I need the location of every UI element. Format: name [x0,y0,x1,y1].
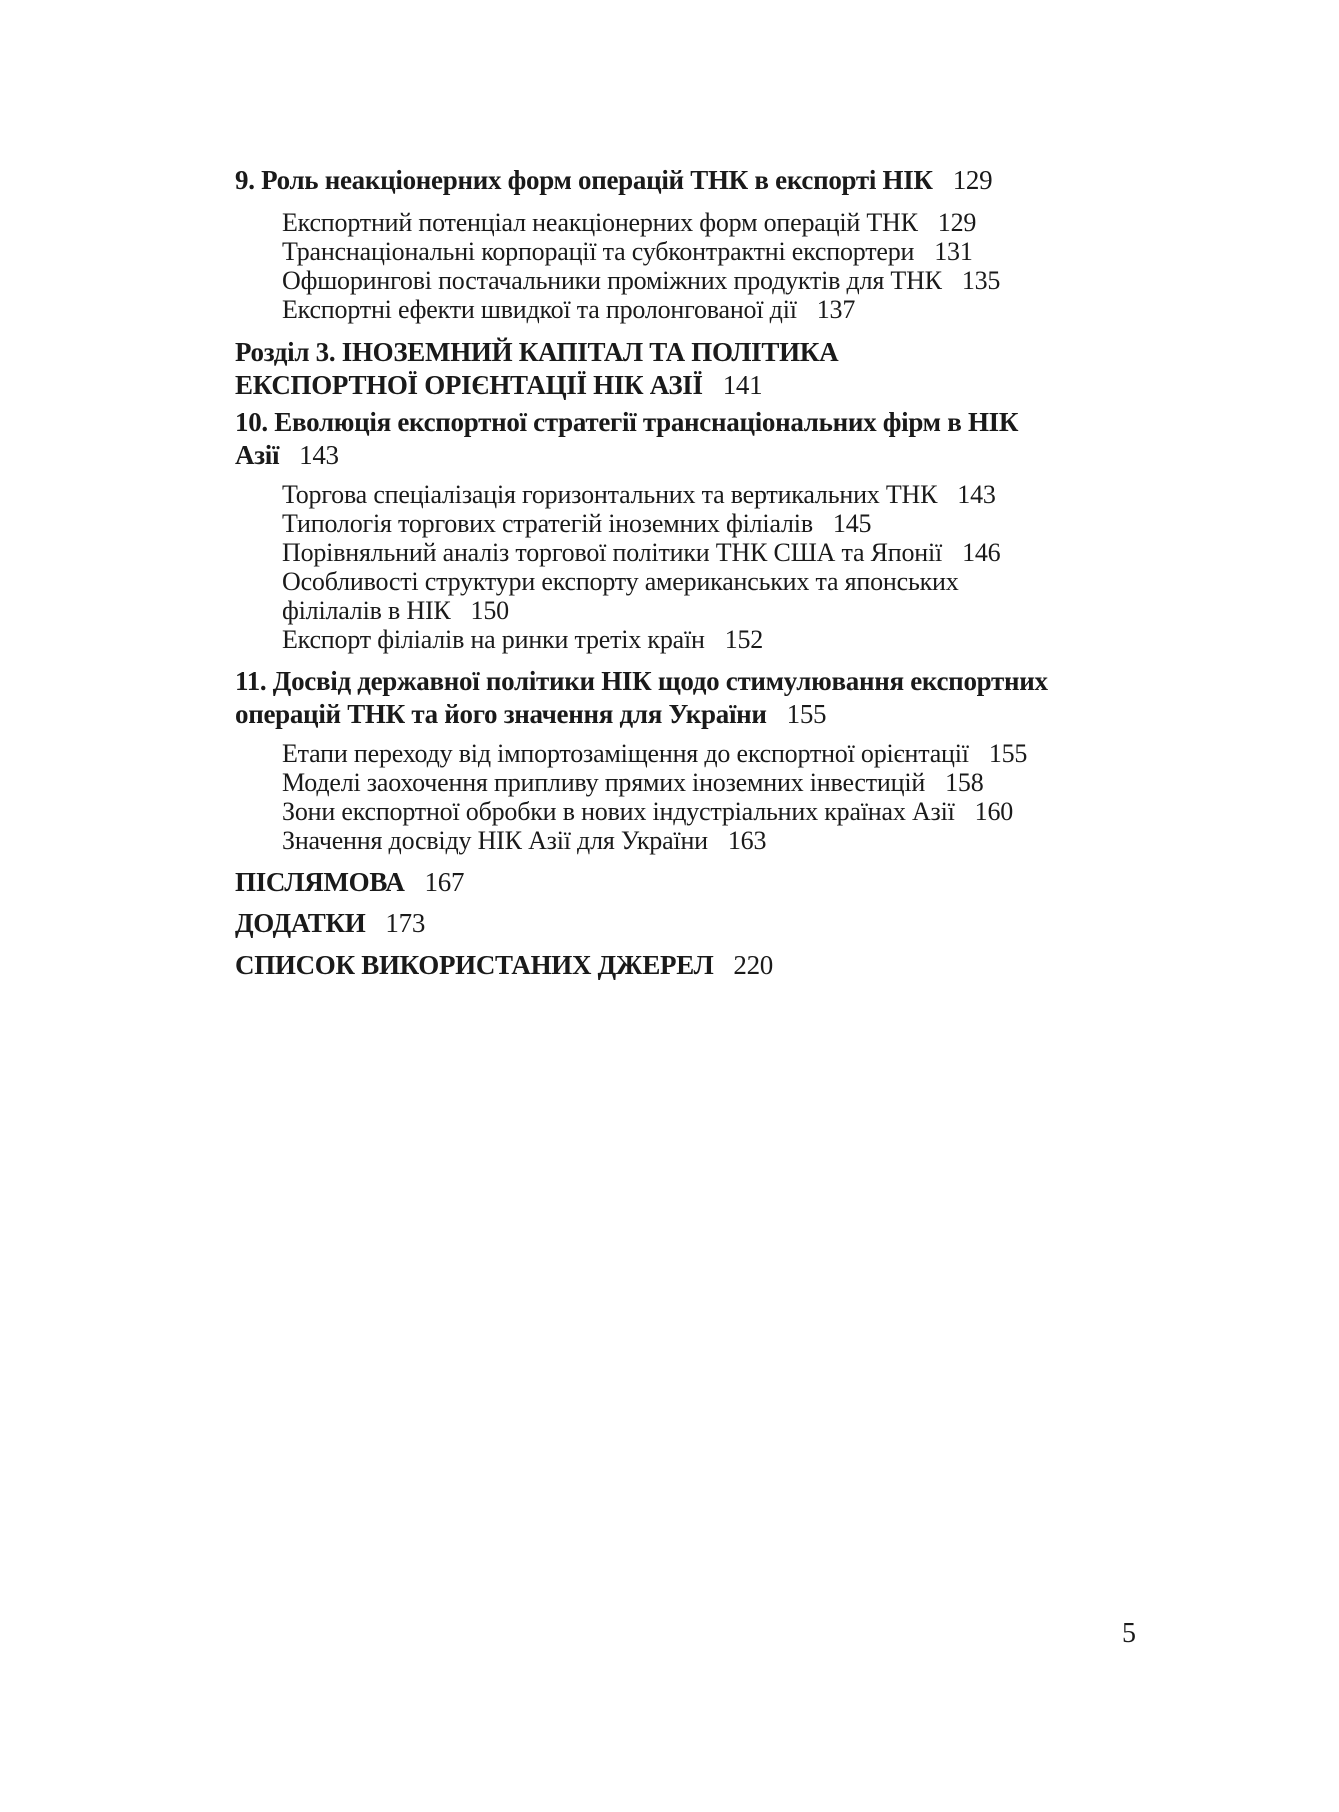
entry-title: Експорт філіалів на ринки третіх країн [282,625,705,654]
toc-chapter-10 [235,406,1115,472]
page-ref: 146 [962,538,1001,567]
entry-title: 9. Роль неакціонерних форм операцій ТНК в експорті НІК [235,165,933,195]
page-ref: 129 [952,165,993,195]
entry-title-line1: Розділ 3. ІНОЗЕМНИЙ КАПІТАЛ ТА ПОЛІТИКА [235,337,839,367]
entry-title: Офшорингові постачальники проміжних продуктів для ТНК [282,266,942,295]
toc-chapter-11 [235,665,1115,731]
page-ref: 143 [957,480,996,509]
page-ref: 150 [470,596,509,625]
entry-title-line2: операцій ТНК та його значення для України [235,699,767,729]
toc-subitem [282,293,855,326]
entry-title-line1: 10. Еволюція експортної стратегії транснаціональних фірм в НІК [235,407,1019,437]
entry-title: Зони експортної обробки в нових індустріальних країнах Азії [282,797,955,826]
page-ref: 143 [299,440,339,470]
toc-appendices [235,907,1115,940]
toc-subitem [282,623,763,656]
entry-title: Значення досвіду НІК Азії для України [282,826,708,855]
page-ref: 173 [385,908,426,938]
toc-references [235,949,1115,982]
entry-title-line1: 11. Досвід державної політики НІК щодо стимулювання експортних [235,666,1048,696]
page-ref: 131 [934,237,973,266]
page-ref: 145 [832,509,872,538]
entry-title-line2: Азії [235,440,280,470]
page-ref: 220 [733,950,774,980]
page-ref: 129 [937,208,977,237]
entry-title-line2: філілалів в НІК [282,596,451,625]
page-ref: 141 [722,370,763,400]
entry-title: Особливості структури експорту американських та японських [282,567,959,596]
page-ref: 155 [786,699,827,729]
page-ref: 163 [727,826,767,855]
page-ref: 160 [974,797,1014,826]
toc-afterword [235,866,1115,899]
page-ref: 155 [988,739,1028,768]
entry-title: Експортний потенціал неакціонерних форм операцій ТНК [282,208,918,237]
entry-title-line2: ЕКСПОРТНОЇ ОРІЄНТАЦІЇ НІК АЗІЇ [235,370,703,400]
entry-title: ПІСЛЯМОВА [235,867,405,897]
entry-title: Транснаціональні корпорації та субконтрактні експортери [282,237,915,266]
page-ref: 158 [945,768,984,797]
entry-title: Етапи переходу від імпортозаміщення до експортної орієнтації [282,739,969,768]
entry-title: Торгова спеціалізація горизонтальних та вертикальних ТНК [282,480,938,509]
entry-title: Типологія торгових стратегій іноземних філіалів [282,509,813,538]
entry-title: ДОДАТКИ [235,908,366,938]
page-ref: 152 [724,625,764,654]
toc-section-3 [235,336,1115,402]
page-ref: 135 [961,266,1001,295]
page-number: 5 [1122,1618,1136,1649]
toc-subitem [282,824,766,857]
entry-title: Експортні ефекти швидкої та пролонгованої дії [282,295,797,324]
page-ref: 137 [816,295,856,324]
toc-chapter-9 [235,164,1115,197]
entry-title: Порівняльний аналіз торгової політики ТНК США та Японії [282,538,943,567]
page-ref: 167 [424,867,465,897]
entry-title: Моделі заохочення припливу прямих іноземних інвестицій [282,768,926,797]
entry-title: СПИСОК ВИКОРИСТАНИХ ДЖЕРЕЛ [235,950,714,980]
